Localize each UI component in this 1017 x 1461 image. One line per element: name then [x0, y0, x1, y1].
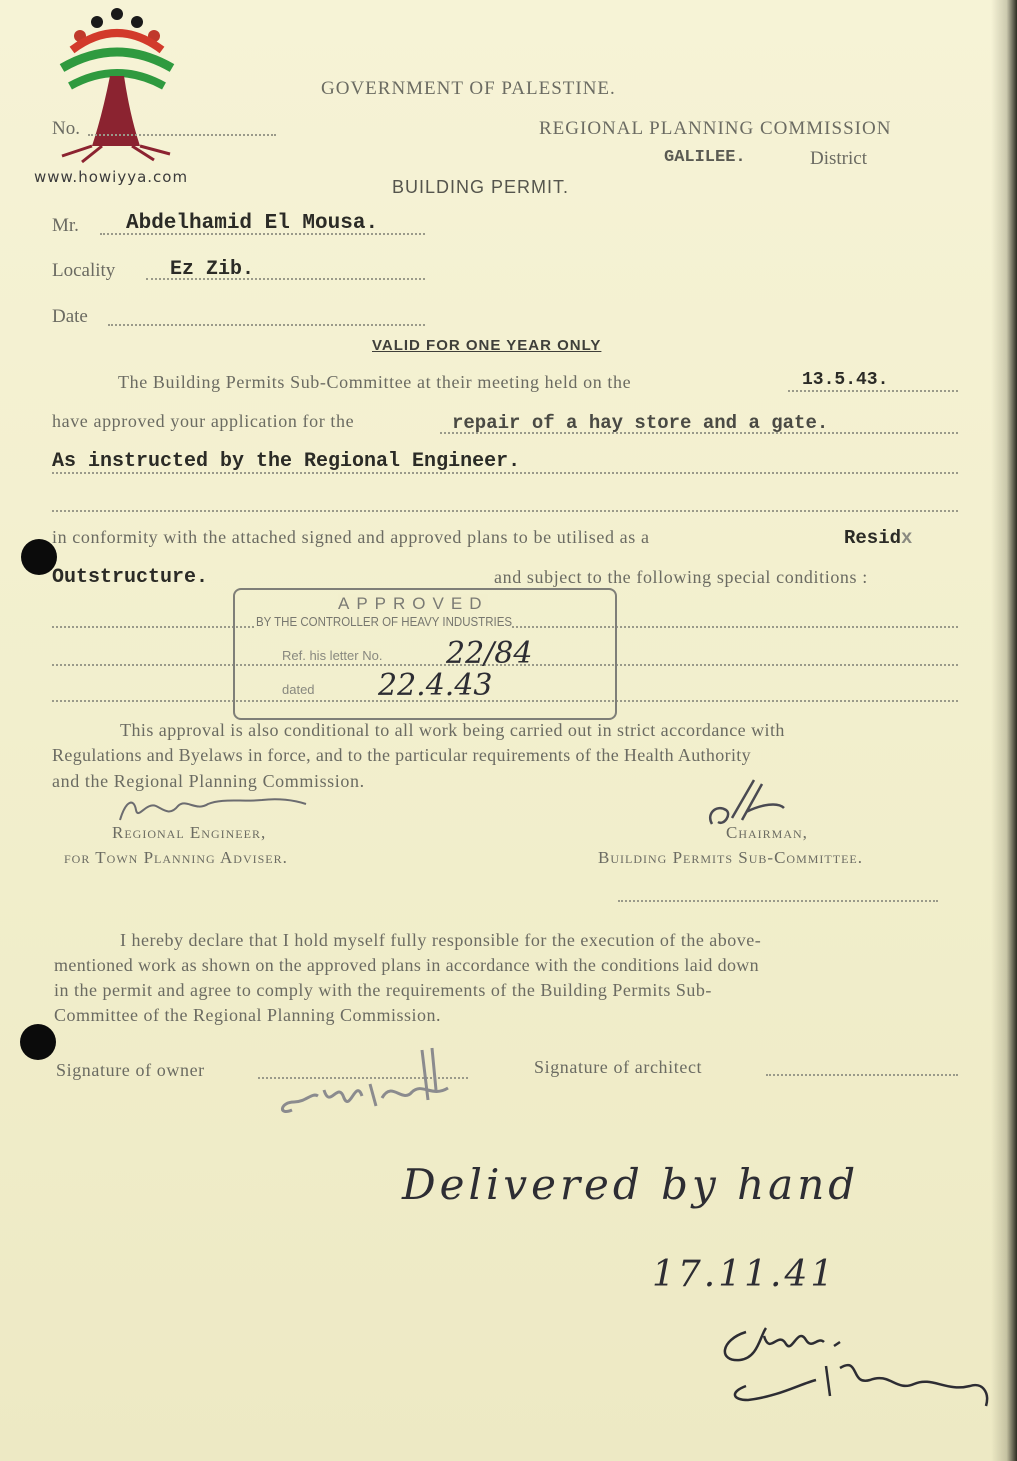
receiver-signature-icon [700, 1296, 996, 1426]
stamp-title: APPROVED [338, 594, 489, 613]
meeting-date-line [788, 390, 958, 392]
locality-value: Ez Zib. [170, 258, 255, 281]
delivered-date: 17.11.41 [652, 1254, 837, 1295]
government-heading: GOVERNMENT OF PALESTINE. [321, 78, 616, 99]
left-signatory-title: Regional Engineer, [112, 823, 267, 842]
delivered-note: Delivered by hand [402, 1160, 860, 1209]
approved-text: have approved your application for the [52, 411, 355, 431]
blank-line-1 [52, 510, 958, 512]
architect-signature-label: Signature of architect [534, 1057, 703, 1077]
permit-title: BUILDING PERMIT. [392, 177, 570, 197]
validity-notice: VALID FOR ONE YEAR ONLY [372, 337, 602, 354]
meeting-date: 13.5.43. [802, 370, 889, 390]
punch-hole-top [21, 539, 57, 575]
use-struck-text: Resid [844, 527, 902, 549]
stamp-dated-label: dated [282, 682, 315, 697]
engineer-signature-icon [112, 792, 312, 826]
district-value: GALILEE. [664, 148, 746, 167]
tree-logo-icon [52, 6, 182, 174]
declaration-line-4: Committee of the Regional Planning Commission. [54, 1005, 441, 1025]
howiyya-logo [52, 6, 182, 174]
page-edge-shadow [991, 0, 1017, 1461]
use-struck [844, 527, 912, 549]
owner-signature-label: Signature of owner [56, 1060, 205, 1080]
conformity-text: in conformity with the attached signed and approved plans to be utilised as a [52, 527, 650, 547]
applicant-name: Abdelhamid El Mousa. [126, 212, 379, 235]
use-struck-mark: x [901, 527, 913, 549]
right-signatory-subtitle: Building Permits Sub-Committee. [598, 848, 863, 867]
district-label: District [810, 148, 867, 169]
declaration-line-1: I hereby declare that I hold myself fully responsible for the execution of the above- [120, 930, 762, 950]
date-dotted-line [108, 324, 425, 326]
chairman-dotted-line [618, 900, 938, 902]
number-label: No. [52, 118, 80, 139]
punch-hole-bottom [20, 1024, 56, 1060]
stamp-ref-value: 22/84 [446, 636, 533, 671]
right-signatory-title: Chairman, [726, 823, 808, 842]
approval-line-1: This approval is also conditional to all work being carried out in strict accordance with [120, 720, 785, 740]
date-label: Date [52, 306, 88, 327]
declaration-line-3: in the permit and agree to comply with the requirements of the Building Permits Sub- [54, 980, 712, 1000]
architect-signature-line [766, 1074, 958, 1076]
locality-label: Locality [52, 260, 116, 281]
work-description: repair of a hay store and a gate. [452, 412, 829, 434]
left-signatory-subtitle: for Town Planning Adviser. [64, 848, 288, 867]
stamp-dated-value: 22.4.43 [378, 668, 493, 703]
use-value: Outstructure. [52, 566, 209, 589]
approval-line-3: and the Regional Planning Commission. [52, 771, 365, 791]
commission-heading: REGIONAL PLANNING COMMISSION [539, 118, 892, 139]
declaration-line-2: mentioned work as shown on the approved plans in accordance with the conditions laid down [54, 955, 759, 975]
conditions-text: and subject to the following special conditions : [494, 567, 868, 587]
approval-line-2: Regulations and Byelaws in force, and to the particular requirements of the Health Authority [52, 745, 752, 765]
mr-label: Mr. [52, 215, 79, 236]
meeting-text: The Building Permits Sub-Committee at their meeting held on the [118, 372, 632, 392]
owner-signature-icon [272, 1040, 492, 1130]
instruction-text: As instructed by the Regional Engineer. [52, 450, 521, 473]
stamp-ref-label: Ref. his letter No. [282, 648, 383, 663]
logo-website: www.howiyya.com [34, 168, 189, 186]
number-dotted-line [88, 134, 276, 136]
stamp-authority: BY THE CONTROLLER OF HEAVY INDUSTRIES [256, 615, 513, 629]
